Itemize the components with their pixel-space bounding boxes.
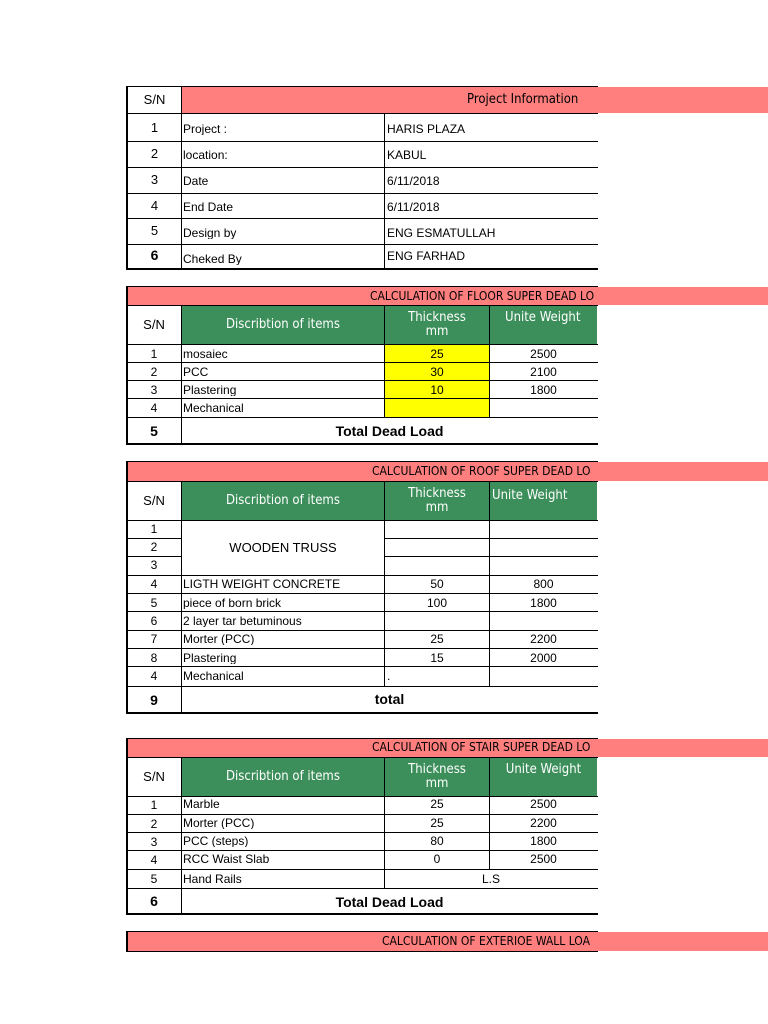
info-label: Cheked By (183, 253, 242, 265)
total-sn: 9 (150, 693, 158, 707)
thickness-cell: 50 (430, 578, 444, 590)
lump-sum-cell: L.S (481, 873, 500, 885)
exterior-title: CALCULATION OF EXTERIOE WALL LOA (382, 935, 590, 947)
desc-header: Discribtion of items (226, 318, 340, 331)
thickness-cell: 100 (426, 597, 448, 609)
info-value: ENG FARHAD (387, 250, 466, 262)
sn-cell: 1 (150, 121, 159, 134)
desc-cell: Plastering (183, 652, 237, 664)
sn-cell: 2 (150, 541, 158, 553)
thickness-cell: 10 (430, 384, 444, 396)
weight-cell: 2000 (530, 652, 557, 664)
thickness-cell: 25 (430, 817, 444, 829)
info-value: 6/11/2018 (387, 175, 440, 187)
sn-cell: 8 (150, 652, 158, 664)
weight-cell: 800 (533, 578, 554, 590)
sn-header: S/N (143, 318, 165, 331)
weight-cell: 2500 (530, 348, 557, 360)
thickness-unit: mm (425, 325, 449, 338)
sn-cell: 1 (150, 348, 158, 360)
sn-cell: 6 (150, 615, 158, 627)
total-sn: 5 (150, 424, 158, 438)
sn-cell: 2 (150, 147, 159, 160)
thickness-cell: 15 (430, 652, 444, 664)
sn-cell: 3 (150, 836, 158, 848)
total-label: total (374, 692, 405, 706)
sn-cell: 4 (150, 670, 158, 682)
info-label: Design by (183, 227, 237, 239)
project-info-title: Project Information (467, 93, 579, 106)
info-value: ENG ESMATULLAH (387, 227, 496, 239)
sn-cell: 4 (150, 199, 159, 212)
sn-cell: 5 (150, 597, 158, 609)
sn-cell: 5 (150, 224, 159, 237)
weight-cell: 2200 (530, 633, 557, 645)
thickness-header: Thickness (408, 763, 466, 776)
desc-cell: Mechanical (183, 402, 244, 414)
sn-cell: 1 (150, 799, 158, 811)
sn-cell: 3 (150, 559, 158, 571)
info-label: Project : (183, 123, 228, 135)
sn-cell: 3 (150, 384, 158, 396)
roof-title: CALCULATION OF ROOF SUPER DEAD LO (372, 465, 591, 477)
desc-cell: mosaiec (183, 348, 228, 360)
desc-cell: RCC Waist Slab (183, 853, 270, 865)
thickness-cell: 0 (433, 853, 441, 865)
floor-title: CALCULATION OF FLOOR SUPER DEAD LO (370, 290, 595, 302)
desc-header: Discribtion of items (226, 770, 340, 783)
sn-header: S/N (143, 494, 165, 507)
desc-cell: Mechanical (183, 670, 244, 682)
thickness-cell: 80 (430, 835, 444, 847)
info-value: 6/11/2018 (387, 201, 440, 213)
sn-header: S/N (143, 93, 166, 106)
weight-cell: 2100 (530, 366, 557, 378)
stair-title: CALCULATION OF STAIR SUPER DEAD LO (372, 741, 591, 753)
weight-cell: 1800 (530, 835, 557, 847)
thickness-header: Thickness (408, 311, 466, 324)
thickness-header: Thickness (408, 487, 466, 500)
sn-cell: 1 (150, 523, 158, 535)
info-label: End Date (183, 201, 234, 213)
sn-cell: 4 (150, 578, 158, 590)
thickness-cell: 25 (430, 348, 444, 360)
sn-cell: 6 (150, 248, 159, 262)
weight-header: Unite Weight (505, 311, 581, 324)
desc-cell: Morter (PCC) (183, 817, 255, 829)
sn-cell: 4 (150, 854, 158, 866)
weight-header: Unite Weight (492, 489, 568, 502)
sn-cell: 5 (150, 873, 158, 885)
total-label: Total Dead Load (335, 895, 444, 909)
desc-cell: piece of born brick (183, 597, 282, 609)
thickness-cell: 25 (430, 633, 444, 645)
thickness-unit: mm (425, 777, 449, 790)
sn-header: S/N (143, 770, 165, 783)
info-label: Date (183, 175, 209, 187)
desc-cell: Morter (PCC) (183, 633, 255, 645)
desc-cell: PCC (steps) (183, 835, 249, 847)
thickness-cell: 25 (430, 798, 444, 810)
desc-cell: Hand Rails (183, 873, 242, 885)
wooden-truss-label: WOODEN TRUSS (229, 541, 337, 554)
thickness-cell: . (387, 670, 391, 682)
desc-cell: Plastering (183, 384, 237, 396)
sn-cell: 2 (150, 818, 158, 830)
desc-cell: PCC (183, 366, 209, 378)
desc-cell: LIGTH WEIGHT CONCRETE (183, 578, 341, 590)
info-value: HARIS PLAZA (387, 123, 466, 135)
desc-header: Discribtion of items (226, 494, 340, 507)
sn-cell: 3 (150, 173, 159, 186)
total-sn: 6 (150, 894, 158, 908)
thickness-unit: mm (425, 501, 449, 514)
total-label: Total Dead Load (335, 424, 444, 438)
desc-cell: 2 layer tar betuminous (183, 615, 302, 627)
thickness-cell: 30 (430, 366, 444, 378)
weight-cell: 2200 (530, 817, 557, 829)
desc-cell: Marble (183, 798, 220, 810)
sn-cell: 2 (150, 366, 158, 378)
weight-header: Unite Weight (505, 763, 582, 776)
weight-cell: 2500 (530, 853, 557, 865)
info-label: location: (183, 149, 228, 161)
weight-cell: 1800 (530, 597, 557, 609)
sn-cell: 4 (150, 402, 158, 414)
weight-cell: 1800 (530, 384, 557, 396)
weight-cell: 2500 (530, 798, 557, 810)
sn-cell: 7 (150, 633, 158, 645)
info-value: KABUL (387, 149, 427, 161)
